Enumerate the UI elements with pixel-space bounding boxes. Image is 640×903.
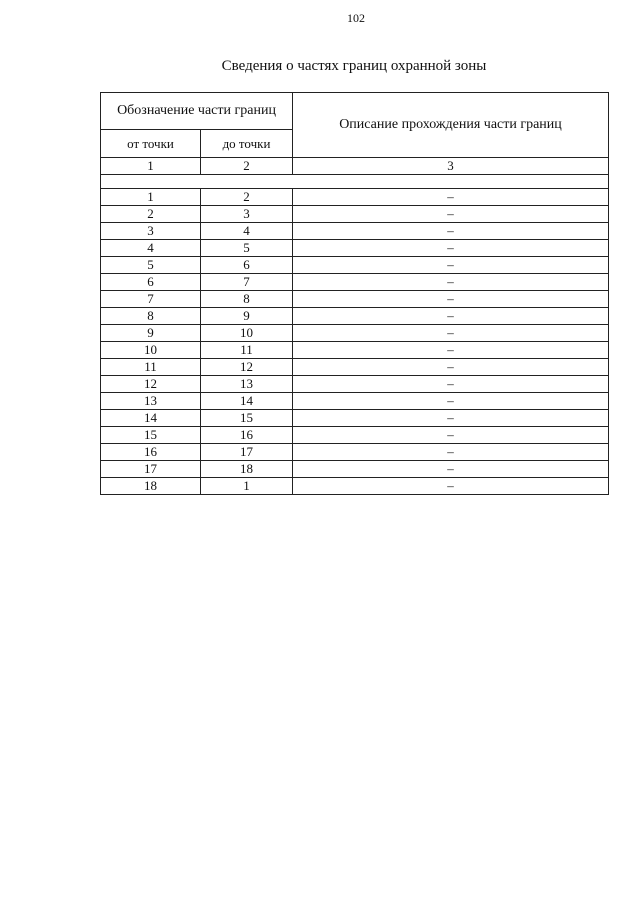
from-point-cell: 7: [101, 291, 201, 308]
table-row: [101, 223, 609, 240]
column-number-2: 2: [201, 158, 293, 175]
table-row: [101, 359, 609, 376]
spacer-row: [101, 175, 609, 189]
description-cell: –: [293, 325, 609, 342]
description-cell: –: [293, 393, 609, 410]
from-point-cell: 10: [101, 342, 201, 359]
from-point-cell: 6: [101, 274, 201, 291]
from-point-cell: 3: [101, 223, 201, 240]
table-row: [101, 342, 609, 359]
table-row: [101, 257, 609, 274]
to-point-cell: 10: [201, 325, 293, 342]
table-row: [101, 393, 609, 410]
table-row: [101, 291, 609, 308]
description-cell: –: [293, 359, 609, 376]
description-cell: –: [293, 274, 609, 291]
table-row: [101, 240, 609, 257]
description-cell: –: [293, 206, 609, 223]
table-row: [101, 461, 609, 478]
description-cell: –: [293, 461, 609, 478]
to-point-cell: 17: [201, 444, 293, 461]
column-number-3: 3: [293, 158, 609, 175]
description-cell: –: [293, 342, 609, 359]
to-point-cell: 4: [201, 223, 293, 240]
table-row: [101, 427, 609, 444]
column-number-row: [101, 158, 609, 175]
from-point-cell: 5: [101, 257, 201, 274]
from-point-cell: 8: [101, 308, 201, 325]
table-row: [101, 206, 609, 223]
header-from-point: от точки: [101, 130, 201, 158]
to-point-cell: 12: [201, 359, 293, 376]
from-point-cell: 18: [101, 478, 201, 495]
from-point-cell: 17: [101, 461, 201, 478]
from-point-cell: 14: [101, 410, 201, 427]
table-row: [101, 274, 609, 291]
spacer-cell: [101, 175, 609, 189]
from-point-cell: 1: [101, 189, 201, 206]
from-point-cell: 13: [101, 393, 201, 410]
header-boundary-designation: Обозначение части границ: [101, 93, 293, 130]
table-row: [101, 325, 609, 342]
description-cell: –: [293, 257, 609, 274]
description-cell: –: [293, 189, 609, 206]
boundary-parts-table: [100, 92, 609, 495]
document-title: Сведения о частях границ охранной зоны: [221, 58, 487, 74]
description-cell: –: [293, 427, 609, 444]
to-point-cell: 14: [201, 393, 293, 410]
table-row: [101, 189, 609, 206]
column-number-1: 1: [101, 158, 201, 175]
table-row: [101, 444, 609, 461]
to-point-cell: 11: [201, 342, 293, 359]
table-row: [101, 478, 609, 495]
to-point-cell: 15: [201, 410, 293, 427]
from-point-cell: 4: [101, 240, 201, 257]
to-point-cell: 5: [201, 240, 293, 257]
to-point-cell: 6: [201, 257, 293, 274]
description-cell: –: [293, 223, 609, 240]
header-boundary-description: Описание прохождения части границ: [293, 93, 609, 158]
from-point-cell: 11: [101, 359, 201, 376]
header-to-point: до точки: [201, 130, 293, 158]
to-point-cell: 18: [201, 461, 293, 478]
to-point-cell: 7: [201, 274, 293, 291]
description-cell: –: [293, 376, 609, 393]
to-point-cell: 1: [201, 478, 293, 495]
table-row: [101, 308, 609, 325]
table-row: [101, 376, 609, 393]
to-point-cell: 9: [201, 308, 293, 325]
to-point-cell: 2: [201, 189, 293, 206]
from-point-cell: 2: [101, 206, 201, 223]
to-point-cell: 16: [201, 427, 293, 444]
description-cell: –: [293, 240, 609, 257]
to-point-cell: 13: [201, 376, 293, 393]
from-point-cell: 16: [101, 444, 201, 461]
page-number: 102: [347, 11, 365, 25]
description-cell: –: [293, 444, 609, 461]
table-row: [101, 410, 609, 427]
description-cell: –: [293, 410, 609, 427]
description-cell: –: [293, 478, 609, 495]
from-point-cell: 15: [101, 427, 201, 444]
description-cell: –: [293, 308, 609, 325]
to-point-cell: 3: [201, 206, 293, 223]
description-cell: –: [293, 291, 609, 308]
from-point-cell: 12: [101, 376, 201, 393]
to-point-cell: 8: [201, 291, 293, 308]
from-point-cell: 9: [101, 325, 201, 342]
